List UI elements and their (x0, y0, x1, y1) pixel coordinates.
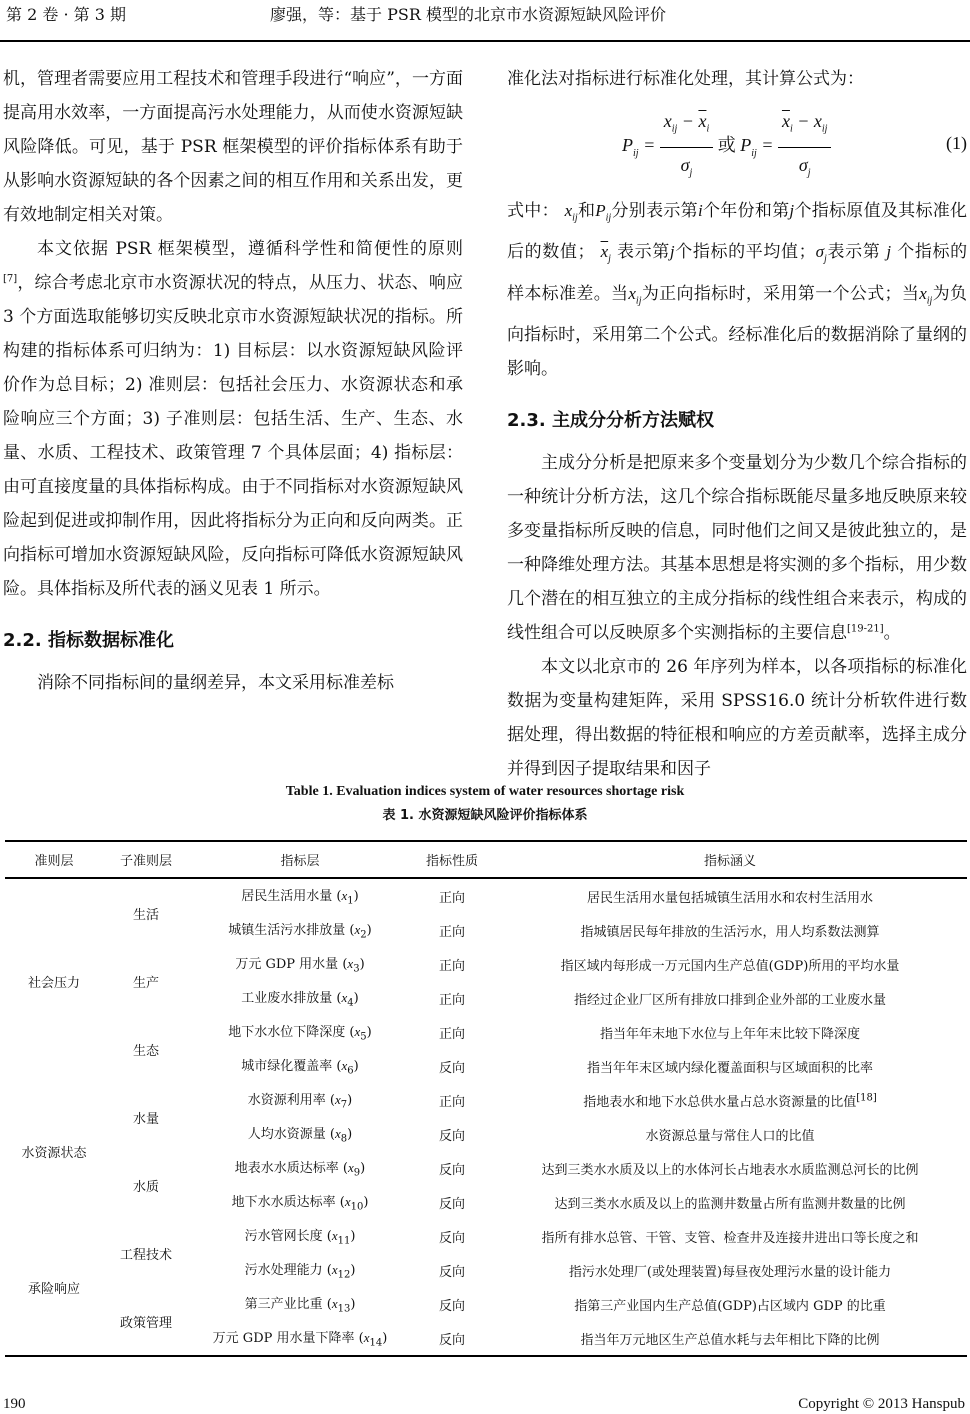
text: 个指标的样本标准差。当 (507, 242, 968, 304)
meaning-cell (493, 1117, 967, 1151)
eq-sign: = (638, 135, 660, 156)
meaning-text: 指第三产业国内生产总值(GDP)占区域内 GDP 的比重 (574, 1298, 886, 1314)
indicator-name: 地下水水质达标率 (231, 1195, 336, 1211)
table-row (5, 1083, 967, 1117)
eq-symbol: x (564, 201, 573, 220)
nature-cell: 反向 (438, 1196, 465, 1212)
indicator-cell: 地下水水位下降深度 $(x_5)$ (228, 1024, 372, 1043)
indicator-cell: 万元 GDP 用水量 $(x_3)$ (235, 956, 365, 975)
indicator-name: 水资源利用率 (247, 1093, 326, 1109)
nature-cell: 正向 (438, 1026, 465, 1042)
eq-sub: i (789, 123, 793, 135)
criteria-cell: 承险响应 (5, 1219, 103, 1356)
text: 个指标的平均值； (674, 242, 816, 263)
eq-symbol: x (919, 283, 927, 303)
sub-criteria-cell: 生产 (132, 975, 159, 991)
eq-sub: ij (671, 123, 678, 135)
nature-cell: 反向 (438, 1162, 465, 1178)
eq-symbol: $\overline{x}$ (600, 242, 609, 262)
indicator-sub: 6 (347, 1065, 354, 1077)
eq-symbol: j (886, 242, 892, 262)
copyright: Copyright © 2013 Hanspub (798, 1396, 965, 1412)
left-column (3, 62, 463, 700)
meaning-cell (493, 1083, 967, 1117)
meaning-cell (493, 1049, 967, 1083)
eq-symbol: x (813, 111, 822, 131)
eq-symbol: j (669, 242, 675, 262)
nature-cell: 正向 (438, 992, 465, 1008)
citation[interactable]: [19-21] (847, 623, 884, 635)
meaning-cell (493, 981, 967, 1015)
nature-cell: 反向 (438, 1230, 465, 1246)
text: 式中： (507, 201, 559, 221)
citation[interactable]: [18] (856, 1092, 877, 1104)
eq-sub: ij (635, 295, 642, 307)
journal-issue: 第 2 卷 · 第 3 期 (6, 5, 126, 24)
eq-symbol: $\overline{x}$ (781, 111, 790, 131)
meaning-text: 指所有排水总管、干管、支管、检查井及连接井进出口等长度之和 (541, 1230, 919, 1246)
text: 分别表示第 (611, 201, 698, 221)
paragraph: 本文以北京市的 26 年序列为样本，以各项指标的标准化数据为变量构建矩阵，采用 SPSS16.0 统计分析软件进行数据处理，得出数据的特征根和响应的方差贡献率，选择主成分并得到因子提取结果和因子 (507, 657, 967, 780)
indicator-cell: 地下水水质达标率 $(x_{10})$ (231, 1194, 369, 1213)
eq-sign: − (677, 111, 699, 131)
indicator-sub: 8 (340, 1133, 348, 1145)
column-header: 子准则层 (103, 841, 189, 878)
eq-symbol: σ (815, 242, 825, 262)
eq-sub: j (824, 253, 827, 265)
column-header: 指标层 (189, 841, 411, 878)
meaning-cell (493, 1015, 967, 1049)
indicator-cell: 水资源利用率 $(x_7)$ (247, 1092, 353, 1111)
indicator-sub: 1 (347, 895, 354, 907)
indices-table (5, 840, 967, 1357)
eq-symbol: P (595, 201, 606, 220)
meaning-text: 指当年万元地区生产总值水耗与去年相比下降的比例 (580, 1332, 880, 1348)
fraction (778, 104, 832, 190)
nature-cell: 正向 (438, 890, 465, 906)
meaning-text: 指污水处理厂(或处理装置)每昼夜处理污水量的设计能力 (568, 1264, 892, 1280)
meaning-text: 指经过企业厂区所有排放口排到企业外部的工业废水量 (573, 992, 886, 1008)
meaning-cell (493, 947, 967, 981)
indicator-var: x (348, 1160, 354, 1176)
indicator-sub: 9 (353, 1167, 361, 1179)
text: 主成分分析是把原来多个变量划分为少数几个综合指标的一种统计分析方法，这几个综合指标既能尽量多地反映原来较多变量指标所反映的信息，同时他们之间又是彼此独立的，是一种降维处理方法。其基本思想是将实测的多个指标，用少数几个潜在的相互独立的主成分指标的线性组合来表示，构成的线性组合可以反映原多个实测指标的主要信息 (507, 453, 967, 644)
eq-symbol: P (622, 135, 633, 156)
equation-1 (507, 96, 967, 194)
indicator-sub: 11 (337, 1235, 351, 1247)
table-row (5, 947, 967, 981)
indicator-var: x (335, 1092, 341, 1108)
meaning-text: 指区域内每形成一万元国内生产总值(GDP)所用的平均水量 (560, 958, 900, 974)
meaning-text: 指城镇居民每年排放的生活污水，用人均系数法测算 (580, 924, 880, 940)
indicator-var: x (331, 1262, 338, 1278)
running-title: 廖强，等：基于 PSR 模型的北京市水资源短缺风险评价 (270, 5, 666, 24)
indicator-var: x (331, 1228, 338, 1244)
meaning-cell (493, 913, 967, 947)
indicator-name: 万元 GDP 用水量下降率 (212, 1331, 355, 1347)
indicator-sub: 2 (360, 929, 367, 941)
nature-cell: 反向 (438, 1060, 465, 1076)
indicator-var: x (341, 888, 348, 904)
table-row (5, 1219, 967, 1253)
indicator-name: 城市绿化覆盖率 (241, 1059, 333, 1075)
meaning-cell (493, 878, 967, 913)
indicator-sub: 5 (360, 1031, 367, 1043)
indicator-sub: 4 (347, 997, 354, 1009)
equation-number: (1) (946, 133, 967, 153)
nature-cell: 反向 (438, 1298, 465, 1314)
table-row (5, 878, 967, 913)
eq-or: 或 (717, 135, 736, 156)
indicator-name: 污水处理能力 (244, 1263, 323, 1279)
section-heading: 2.2. 指标数据标准化 (3, 630, 174, 651)
meaning-text: 达到三类水水质及以上的监测井数量占所有监测井数量的比例 (554, 1196, 906, 1212)
indicator-var: x (341, 990, 348, 1006)
criteria-cell: 水资源状态 (21, 1145, 87, 1161)
indicator-sub: 3 (353, 963, 360, 975)
indicator-cell: 城市绿化覆盖率 $(x_6)$ (241, 1058, 359, 1077)
nature-cell: 反向 (438, 1264, 465, 1280)
nature-cell: 正向 (438, 958, 465, 974)
indicator-var: x (354, 922, 361, 938)
eq-sub: ij (751, 147, 757, 159)
eq-sub: ij (926, 295, 933, 307)
meaning-cell (493, 1219, 967, 1253)
eq-symbol: x (628, 283, 636, 303)
meaning-cell (493, 1321, 967, 1356)
indicator-name: 污水管网长度 (244, 1229, 323, 1245)
eq-sign: − (792, 111, 814, 131)
indicator-name: 城镇生活污水排放量 (228, 923, 346, 939)
meaning-text: 居民生活用水量包括城镇生活用水和农村生活用水 (586, 890, 873, 906)
paragraph: 准化法对指标进行标准化处理，其计算公式为： (507, 69, 864, 89)
column-header: 准则层 (5, 841, 103, 878)
text: 本文依据 PSR 框架模型，遵循科学性和简便性的原则 (37, 239, 463, 259)
nature-cell: 正向 (438, 924, 465, 940)
nature-cell: 反向 (438, 1128, 465, 1144)
meaning-text: 达到三类水水质及以上的水体河长占地表水水质监测总河长的比例 (541, 1162, 919, 1178)
indicator-var: x (335, 1126, 341, 1142)
eq-sub: i (706, 123, 710, 135)
eq-symbol: σ (798, 154, 808, 175)
column-header: 指标性质 (411, 841, 493, 878)
text: 和 (577, 201, 596, 221)
text: 表示第 (826, 242, 881, 263)
indicator-sub: 13 (337, 1303, 351, 1315)
eq-sub: j (807, 167, 811, 179)
indicator-name: 第三产业比重 (244, 1297, 323, 1313)
meaning-text: 指当年年末地下水位与上年年末比较下降深度 (599, 1026, 860, 1042)
eq-sign: = (756, 135, 778, 156)
eq-symbol: j (789, 201, 795, 220)
sub-criteria-cell: 政策管理 (103, 1287, 189, 1356)
column-header: 指标涵义 (493, 841, 967, 878)
paragraph: 机，管理者需要应用工程技术和管理手段进行“响应”，一方面提高用水效率，一方面提高污水处理能力，从而使水资源短缺风险降低。可见，基于 PSR 框架模型的评价指标体系有助于从影响水资源短缺的各个因素之间的相互作用和关系出发，更有效地制定相关对策。 (3, 69, 463, 225)
indicator-cell: 居民生活用水量 $(x_1)$ (241, 888, 359, 907)
indicator-var: x (344, 1194, 351, 1210)
meaning-cell (493, 1151, 967, 1185)
meaning-text: 水资源总量与常住人口的比值 (645, 1128, 815, 1144)
text: 为正向指标时，采用第一个公式；当 (641, 283, 920, 304)
paragraph: 消除不同指标间的量纲差异，本文采用标准差标 (37, 673, 394, 693)
eq-sub: j (608, 253, 611, 265)
sub-criteria-cell: 生活 (132, 907, 159, 923)
table-row (5, 1287, 967, 1321)
meaning-cell (493, 1253, 967, 1287)
indicator-name: 人均水资源量 (247, 1127, 326, 1143)
indicator-cell: 工业废水排放量 $(x_4)$ (241, 990, 359, 1009)
indicator-name: 工业废水排放量 (241, 991, 333, 1007)
paragraph (507, 194, 967, 386)
sub-criteria-cell: 水量 (132, 1111, 159, 1127)
nature-cell: 正向 (438, 1094, 465, 1110)
indicator-name: 地下水水位下降深度 (228, 1025, 346, 1041)
text: 表示第 (616, 242, 670, 263)
meaning-text: 指当年年末区域内绿化覆盖面积与区域面积的比率 (586, 1060, 873, 1076)
text: 。 (883, 623, 901, 644)
indicator-var: x (341, 1058, 348, 1074)
eq-sub: ij (572, 212, 578, 224)
eq-sub: ij (605, 212, 612, 224)
indicator-sub: 10 (350, 1201, 364, 1213)
indicator-var: x (347, 956, 354, 972)
eq-sub: j (689, 167, 693, 179)
citation[interactable]: [7] (3, 273, 18, 285)
indicator-cell: 地表水水质达标率 $(x_9)$ (234, 1160, 366, 1179)
eq-sub: ij (821, 123, 828, 135)
indicator-sub: 7 (340, 1099, 348, 1111)
indicator-cell: 污水处理能力 $(x_{12})$ (244, 1262, 356, 1281)
table-title-zh: 表 1. 水资源短缺风险评价指标体系 (382, 808, 588, 823)
indicator-sub: 14 (369, 1337, 383, 1349)
sub-criteria-cell: 生态 (132, 1043, 159, 1059)
indicator-cell: 第三产业比重 $(x_{13})$ (244, 1296, 356, 1315)
indicator-var: x (331, 1296, 338, 1312)
indicator-cell: 城镇生活污水排放量 $(x_2)$ (228, 922, 372, 941)
section-heading: 2.3. 主成分分析方法赋权 (507, 410, 714, 432)
sub-criteria-cell: 工程技术 (119, 1247, 172, 1263)
fraction (660, 104, 714, 190)
eq-symbol: x (663, 111, 672, 131)
text: 为负向指标时，采用第二个公式。经标准化后的数据消除了量纲的影响。 (507, 283, 968, 380)
indicator-name: 万元 GDP 用水量 (235, 957, 339, 973)
indicator-cell: 污水管网长度 $(x_{11})$ (244, 1228, 356, 1247)
table-row (5, 1151, 967, 1185)
meaning-cell (493, 1185, 967, 1219)
eq-symbol: σ (680, 154, 690, 175)
right-column (507, 62, 967, 786)
paragraph (507, 446, 967, 650)
indicator-var: x (363, 1330, 370, 1346)
text: ，综合考虑北京市水资源状况的特点，从压力、状态、响应 3 个方面选取能够切实反映北京市水资源短缺状况的指标。所构建的指标体系可归纳为：1) 目标层：以水资源短缺风险评价作为总目标；2) 准则层：包括社会压力、水资源状态和承险响应三个方面；3) 子准则层：包括生活、生产、生态、水量、水质、工程技术、政策管理 7 个具体层面；4) 指标层：由可直接度量的具体指标构成。由于不同指标对水资源短缺风险起到促进或抑制作用，因此将指标分为正向和反向两类。正向指标可增加水资源短缺风险，反向指标可降低水资源短缺风险。具体指标及所代表的涵义见表 1 所示。 (3, 273, 463, 599)
indicator-cell: 万元 GDP 用水量下降率 $(x_{14})$ (189, 1321, 411, 1356)
page-number: 190 (3, 1396, 26, 1412)
running-header (0, 0, 970, 42)
paragraph (3, 232, 463, 606)
meaning-cell (493, 1287, 967, 1321)
criteria-cell: 社会压力 (27, 975, 80, 991)
eq-symbol: P (740, 135, 752, 156)
indicator-name: 地表水水质达标率 (234, 1161, 339, 1177)
text: 个年份和第 (702, 201, 790, 221)
indicator-sub: 12 (337, 1269, 351, 1281)
sub-criteria-cell: 水质 (132, 1179, 159, 1195)
table-row (5, 1015, 967, 1049)
table-title-en: Table 1. Evaluation indices system of water resources shortage risk (285, 784, 685, 799)
nature-cell: 反向 (411, 1321, 493, 1356)
text: 个指标原值及其标准化后的数值； (507, 201, 968, 263)
indicator-cell: 人均水资源量 $(x_8)$ (247, 1126, 353, 1145)
indicator-name: 居民生活用水量 (241, 889, 333, 905)
eq-symbol: i (697, 201, 703, 220)
meaning-text: 指地表水和地下水总供水量占总水资源量的比值 (583, 1094, 857, 1110)
eq-sub: ij (633, 147, 639, 159)
eq-symbol: $\overline{x}$ (698, 111, 707, 131)
indicator-var: x (354, 1024, 361, 1040)
